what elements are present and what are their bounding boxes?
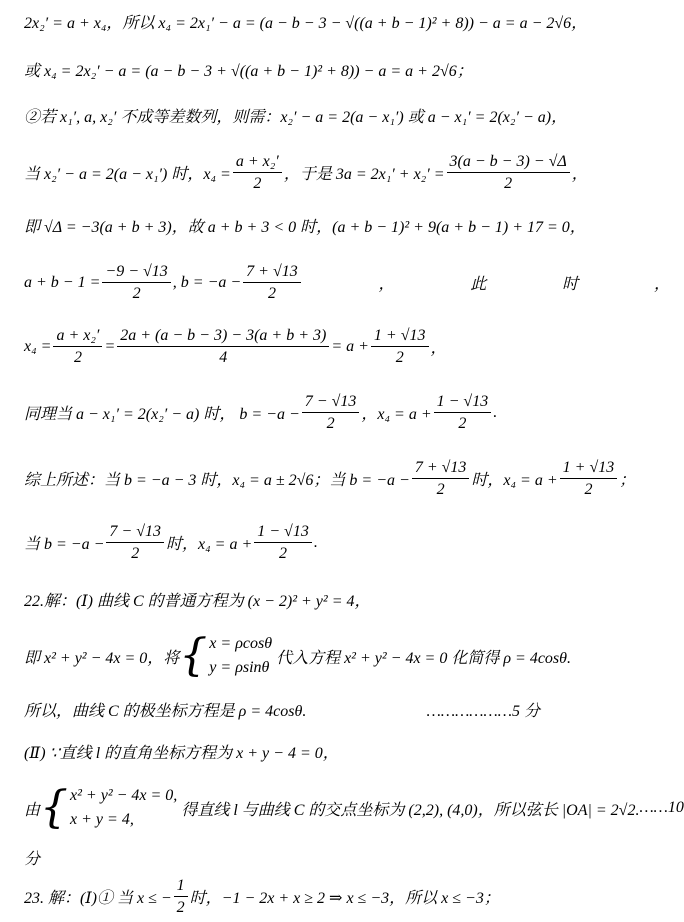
fraction: $\frac{3(a - b - 3) - √\Delta}{2}$ xyxy=(447,152,570,193)
fraction: $\frac{2a + (a - b - 3) - 3(a + b + 3)}{4}$ xyxy=(117,326,329,367)
line-4-pre: 当 x₂′ − a = 2(a − x₁′) 时，x₄ = xyxy=(24,166,231,184)
line-10: 当 b = −a − $\frac{7 - √13}{2}$ 时，x₄ = a + $\frac{1 - √13}{2}$ . xyxy=(24,523,318,563)
line-6-shi: 时 xyxy=(562,276,579,294)
equation-system: x = ρcosθ y = ρsinθ xyxy=(209,635,273,676)
fraction: $\frac{1 - √13}{2}$ xyxy=(254,522,312,563)
line-8: 同理当 a − x₁′ = 2(x₂′ − a) 时， b = −a − $\frac{7 - √13}{2}$ ，x₄ = a + $\frac{1 - √13}{2}$ . xyxy=(24,393,498,433)
line-7: x₄ = $\frac{\text{a + x₂′}}{2}$ = $\frac{2a + (a - b - 3) - 3(a + b + 3)}{4}$ = a + $\frac{1 + √13}{2}$ ， xyxy=(24,327,447,367)
line-4-end: ， xyxy=(571,166,588,184)
line-14: (Ⅱ) ∵直线 l 的直角坐标方程为 x + y − 4 = 0， xyxy=(24,745,339,762)
line-12: 即 x² + y² − 4x = 0，将 { x = ρcosθ y = ρsinθ 代入方程 x² + y² − 4x = 0 化简得 ρ = 4cosθ. xyxy=(24,630,572,681)
brace-icon: { xyxy=(40,782,69,833)
fraction: $\frac{1 + √13}{2}$ xyxy=(560,458,618,499)
line-6-ci: 此 xyxy=(470,276,487,294)
score-marker: ………………5 分 xyxy=(426,703,540,720)
line-2: 或 x₄ = 2x₂′ − a = (a − b − 3 + √((a + b − 1)² + 8)) − a = a + 2√6； xyxy=(24,63,473,80)
line-9: 综上所述：当 b = −a − 3 时，x₄ = a ± 2√6；当 b = −a − $\frac{7 + √13}{2}$ 时，x₄ = a + $\frac{1 + √13}{2}$ ； xyxy=(24,459,636,499)
brace-icon: { xyxy=(179,630,208,681)
fraction: $\frac{1}{2}$ xyxy=(174,876,188,917)
fraction: $\frac{\text{a + x₂′}}{2}$ xyxy=(53,326,102,367)
equation-system: x² + y² − 4x = 0, x + y = 4, xyxy=(70,787,178,828)
line-15: 由 { x² + y² − 4x = 0, x + y = 4, 得直线 l 与曲线 C 的交点坐标为 (2,2), (4,0)，所以弦长 |OA| = 2√2. ……10 xyxy=(24,782,684,833)
line-3: ②若 x₁′, a, x₂′ 不成等差数列，则需：x₂′ − a = 2(a − x₁′) 或 a − x₁′ = 2(x₂′ − a)， xyxy=(24,109,568,126)
fraction: $\frac{7 - √13}{2}$ xyxy=(106,522,164,563)
line-6 xyxy=(24,262,670,303)
fraction: $\frac{1 + √13}{2}$ xyxy=(371,326,429,367)
line-6-comma: ， xyxy=(378,276,395,294)
line-16: 分 xyxy=(24,851,41,868)
line-13: 所以，曲线 C 的极坐标方程是 ρ = 4cosθ. ………………5 分 xyxy=(24,698,670,721)
line-1: 2x₂′ = a + x₄，所以 x₄ = 2x₁′ − a = (a − b − 3 − √((a + b − 1)² + 8)) − a = a − 2√6， xyxy=(24,15,588,32)
fraction: $\frac{7 - √13}{2}$ xyxy=(302,392,360,433)
line-4-mid: ，于是 3a = 2x₁′ + x₂′ = xyxy=(283,166,445,184)
line-11: 22.解：(Ⅰ) 曲线 C 的普通方程为 (x − 2)² + y² = 4， xyxy=(24,593,371,610)
line-6-comma-end: ， xyxy=(653,276,670,294)
fraction: $\frac{7 + √13}{2}$ xyxy=(243,262,301,303)
line-4 xyxy=(24,152,670,193)
line-17: 23. 解：(Ⅰ)① 当 x ≤ − $\frac{1}{2}$ 时，−1 − 2x + x ≥ 2 ⇒ x ≤ −3，所以 x ≤ −3； xyxy=(24,877,500,917)
score-marker: ……10 xyxy=(639,799,684,816)
fraction: $\frac{\text{a + x₂′}}{2}$ xyxy=(233,152,282,193)
fraction: $\frac{1 - √13}{2}$ xyxy=(434,392,492,433)
line-5: 即 √Δ = −3(a + b + 3)，故 a + b + 3 < 0 时，(a + b − 1)² + 9(a + b − 1) + 17 = 0， xyxy=(24,219,586,236)
fraction: $\frac{-9 - √13}{2}$ xyxy=(102,262,170,303)
line-6-formula: a + b − 1 = $\frac{-9 - √13}{2}$ , b = −a − $\frac{7 + √13}{2}$ xyxy=(24,262,303,303)
fraction: $\frac{7 + √13}{2}$ xyxy=(412,458,470,499)
